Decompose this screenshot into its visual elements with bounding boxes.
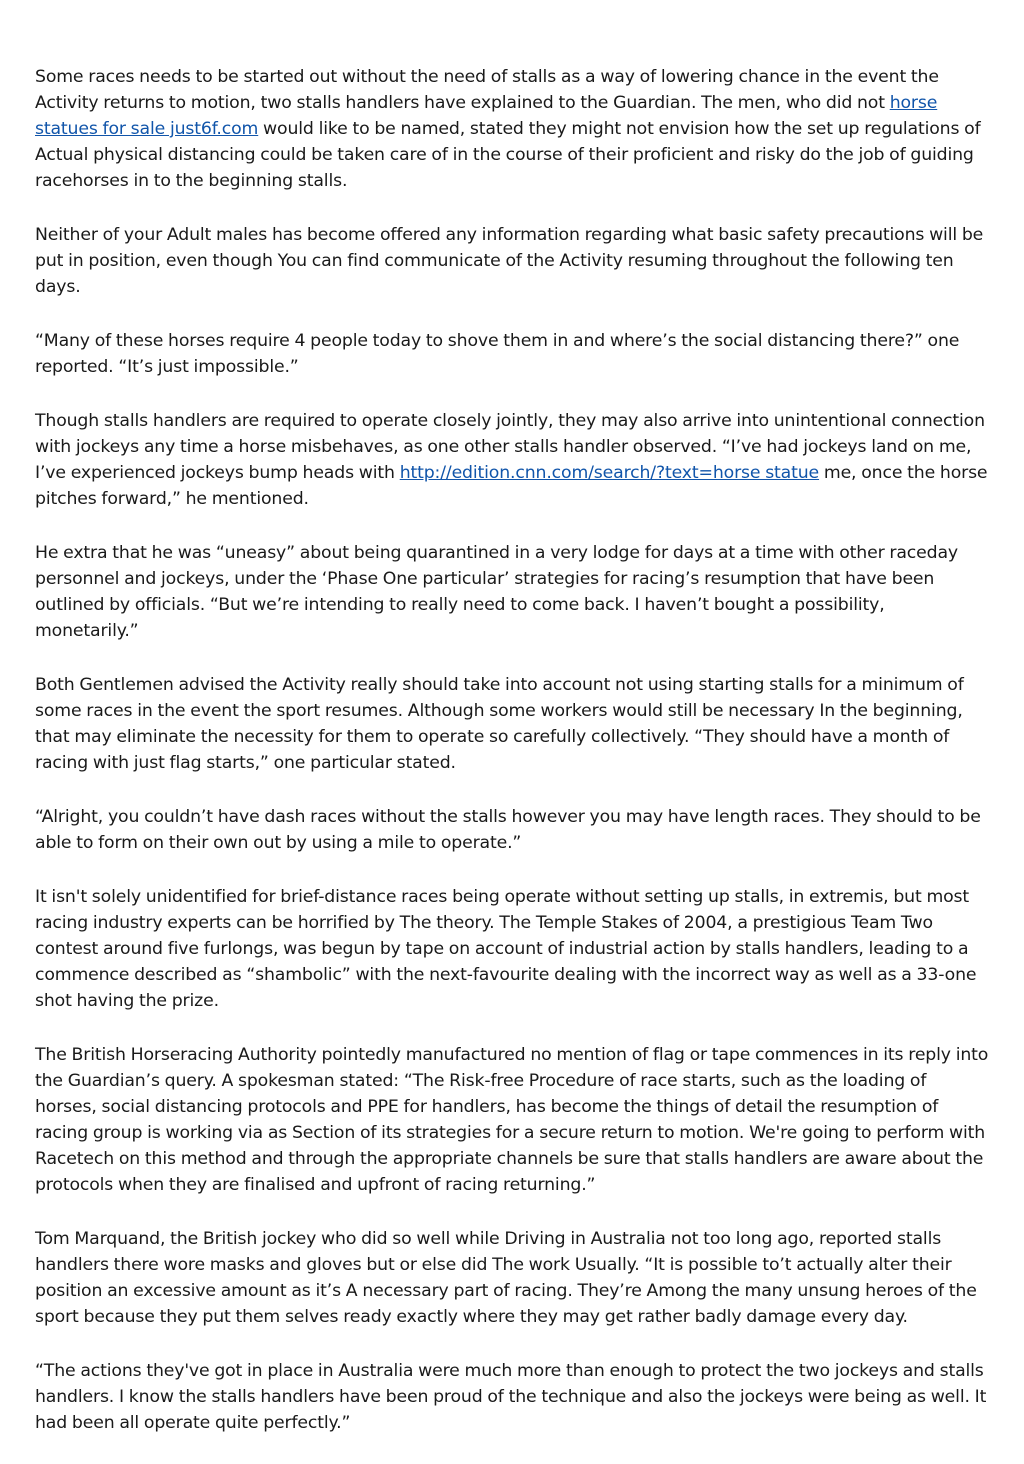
cnn-search-link[interactable]: http://edition.cnn.com/search/?text=horse statue (399, 463, 820, 483)
paragraph-11: “The actions they've got in place in Australia were much more than enough to protect the two jockeys and stalls handlers. I know the stalls handlers have been proud of the technique and also the jockeys were being as well. It had been all operate quite perfectly.” (35, 1361, 987, 1433)
paragraph-6: Both Gentlemen advised the Activity really should take into account not using starting stalls for a minimum of some races in the event the sport resumes. Although some workers would still be necessary In the beginning, that may eliminate the necessity for them to operate so carefully collectively. “They should have a month of racing with just flag starts,” one particular stated. (35, 675, 964, 773)
paragraph-4 (35, 408, 991, 512)
paragraph-3: “Many of these horses require 4 people today to shove them in and where’s the social distancing there?” one reported. “It’s just impossible.” (35, 331, 960, 377)
paragraph-1-text-end: would like to be named, stated they might not envision how the set up regulations of Actual physical distancing could be taken care of in the course of their proficient and risky do the job of guiding racehorses in to the beginning stalls. (35, 119, 981, 191)
paragraph-2: Neither of your Adult males has become offered any information regarding what basic safety precautions will be put in position, even though You can find communicate of the Activity resuming throughout the following ten days. (35, 225, 984, 297)
paragraph-4-text-end: me, once the horse pitches forward,” he mentioned. (35, 463, 988, 509)
paragraph-1-text-start: Some races needs to be started out without the need of stalls as a way of lowering chance in the event the Activity returns to motion, two stalls handlers have explained to the Guardian. The men, who did not (35, 67, 939, 113)
paragraph-7: “Alright, you couldn’t have dash races without the stalls however you may have length races. They should to be able to form on their own out by using a mile to operate.” (35, 807, 981, 853)
horse-statues-link[interactable]: horse statues for sale just6f.com (35, 93, 938, 139)
paragraph-5: He extra that he was “uneasy” about being quarantined in a very lodge for days at a time with other raceday personnel and jockeys, under the ‘Phase One particular’ strategies for racing’s resumption that have been outlined by officials. “But we’re intending to really need to come back. I haven’t bought a possibility, monetarily.” (35, 543, 958, 641)
paragraph-8: It isn't solely unidentified for brief-distance races being operate without setting up stalls, in extremis, but most racing industry experts can be horrified by The theory. The Temple Stakes of 2004, a prestigious Team Two contest around five furlongs, was begun by tape on account of industrial action by stalls handlers, leading to a commence described as “shambolic” with the next-favourite dealing with the incorrect way as well as a 33-one shot having the prize. (35, 887, 977, 1011)
article-body (35, 64, 991, 1464)
paragraph-9: The British Horseracing Authority pointedly manufactured no mention of flag or tape commences in its reply into the Guardian’s query. A spokesman stated: “The Risk-free Procedure of race starts, such as the loading of horses, social distancing protocols and PPE for handlers, has become the things of detail the resumption of racing group is working via as Section of its strategies for a secure return to motion. We're going to perform with Racetech on this method and through the appropriate channels be sure that stalls handlers are aware about the protocols when they are finalised and upfront of racing returning.” (35, 1045, 989, 1195)
paragraph-4-text-start: Though stalls handlers are required to operate closely jointly, they may also arrive into unintentional connection with jockeys any time a horse misbehaves, as one other stalls handler observed. “I’ve had jockeys land on me, I’ve experienced jockeys bump heads with (35, 411, 985, 483)
paragraph-1 (35, 64, 991, 194)
paragraph-10: Tom Marquand, the British jockey who did so well while Driving in Australia not too long ago, reported stalls handlers there wore masks and gloves but or else did The work Usually. “It is possible to’t actually alter their position an excessive amount as it’s A necessary part of racing. They’re Among the many unsung heroes of the sport because they put them selves ready exactly where they may get rather badly damage every day. (35, 1229, 977, 1327)
